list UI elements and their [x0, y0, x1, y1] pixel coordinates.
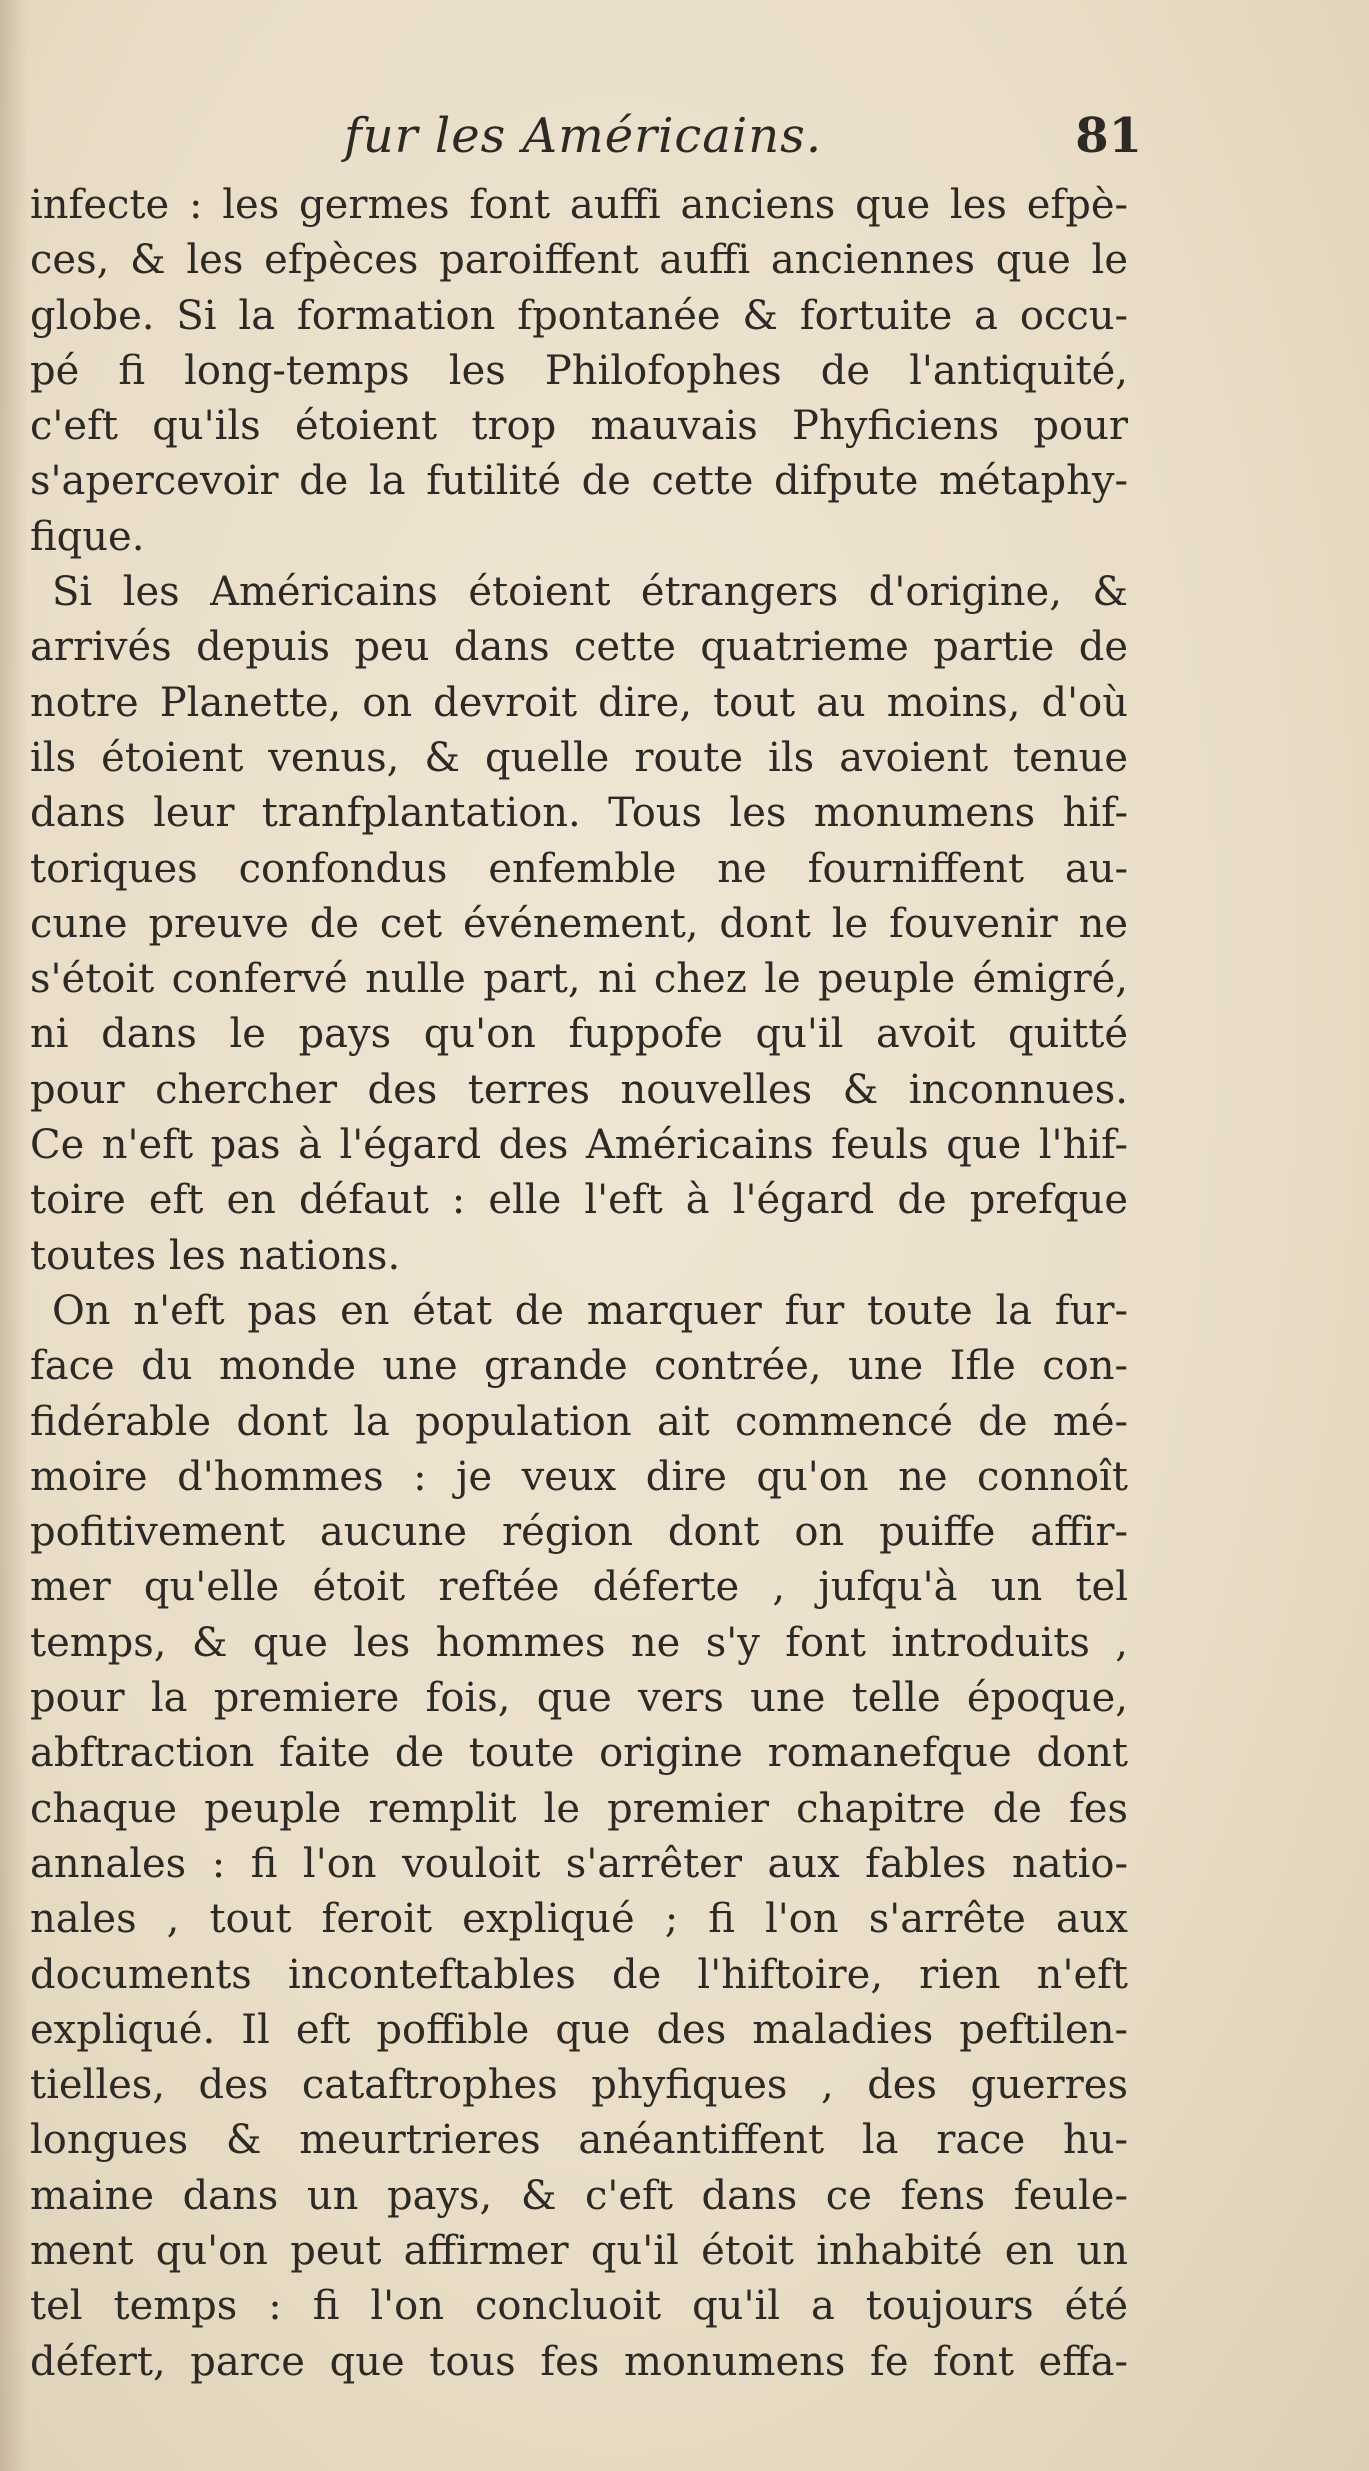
body-text — [30, 178, 1128, 2390]
text-line: fidérable dont la population ait commencé de mé- — [30, 1398, 1128, 1445]
text-line: longues & meurtrieres anéantiffent la race hu- — [30, 2117, 1128, 2164]
text-line: dans leur tranfplantation. Tous les monumens hif- — [30, 790, 1128, 837]
text-line: On n'eft pas en état de marquer fur toute la fur- — [52, 1287, 1128, 1334]
running-title: fur les Américains. — [344, 108, 823, 164]
text-line: fique. — [30, 513, 145, 560]
text-line: s'étoit confervé nulle part, ni chez le peuple émigré, — [30, 956, 1128, 1003]
text-line: Si les Américains étoient étrangers d'origine, & — [52, 569, 1128, 616]
text-line: toriques confondus enfemble ne fourniffent au- — [30, 845, 1128, 892]
text-line: pour la premiere fois, que vers une telle époque, — [30, 1675, 1128, 1722]
text-line: expliqué. Il eft poffible que des maladies peftilen- — [30, 2006, 1128, 2053]
text-line: ment qu'on peut affirmer qu'il étoit inhabité en un — [30, 2227, 1128, 2274]
page-number: 81 — [1075, 108, 1142, 164]
text-line: pour chercher des terres nouvelles & inconnues. — [30, 1066, 1128, 1113]
text-line: face du monde une grande contrée, une Ifle con- — [30, 1343, 1128, 1390]
text-line: globe. Si la formation fpontanée & fortuite a occu- — [30, 292, 1128, 339]
text-line: temps, & que les hommes ne s'y font introduits , — [30, 1619, 1128, 1666]
text-line: toire eft en défaut : elle l'eft à l'égard de prefque — [30, 1177, 1128, 1224]
text-line: abftraction faite de toute origine romanefque dont — [30, 1730, 1128, 1777]
text-line: cune preuve de cet événement, dont le fouvenir ne — [30, 900, 1128, 947]
text-line: toutes les nations. — [30, 1232, 401, 1279]
text-line: pofitivement aucune région dont on puiffe affir- — [30, 1509, 1128, 1556]
text-line: s'apercevoir de la futilité de cette difpute métaphy- — [30, 458, 1128, 505]
text-line: ils étoient venus, & quelle route ils avoient tenue — [30, 734, 1128, 781]
text-line: ces, & les efpèces paroiffent auffi anciennes que le — [30, 237, 1128, 284]
text-line: défert, parce que tous fes monumens fe font effa- — [30, 2338, 1128, 2385]
text-line: pé fi long-temps les Philofophes de l'antiquité, — [30, 347, 1128, 394]
text-line: nales , tout feroit expliqué ; fi l'on s'arrête aux — [30, 1896, 1128, 1943]
text-line: c'eft qu'ils étoient trop mauvais Phyficiens pour — [30, 403, 1128, 450]
text-line: documents inconteftables de l'hiftoire, rien n'eft — [30, 1951, 1128, 1998]
text-line: maine dans un pays, & c'eft dans ce fens feule- — [30, 2172, 1128, 2219]
text-line: tel temps : fi l'on concluoit qu'il a toujours été — [30, 2283, 1128, 2330]
text-line: annales : fi l'on vouloit s'arrêter aux fables natio- — [30, 1840, 1128, 1887]
page-gutter-shadow — [0, 0, 28, 2471]
text-line: arrivés depuis peu dans cette quatrieme partie de — [30, 624, 1128, 671]
text-line: tielles, des cataftrophes phyfiques , des guerres — [30, 2062, 1128, 2109]
page-header — [32, 108, 1142, 188]
text-line: infecte : les germes font auffi anciens que les efpè- — [30, 182, 1128, 228]
text-line: ni dans le pays qu'on fuppofe qu'il avoit quitté — [30, 1011, 1128, 1058]
text-line: chaque peuple remplit le premier chapitre de fes — [30, 1785, 1128, 1832]
text-line: Ce n'eft pas à l'égard des Américains feuls que l'hif- — [30, 1122, 1128, 1169]
text-line: mer qu'elle étoit reftée déferte , jufqu'à un tel — [30, 1564, 1128, 1611]
text-line: notre Planette, on devroit dire, tout au moins, d'où — [30, 679, 1128, 726]
text-line: moire d'hommes : je veux dire qu'on ne connoît — [30, 1453, 1128, 1500]
